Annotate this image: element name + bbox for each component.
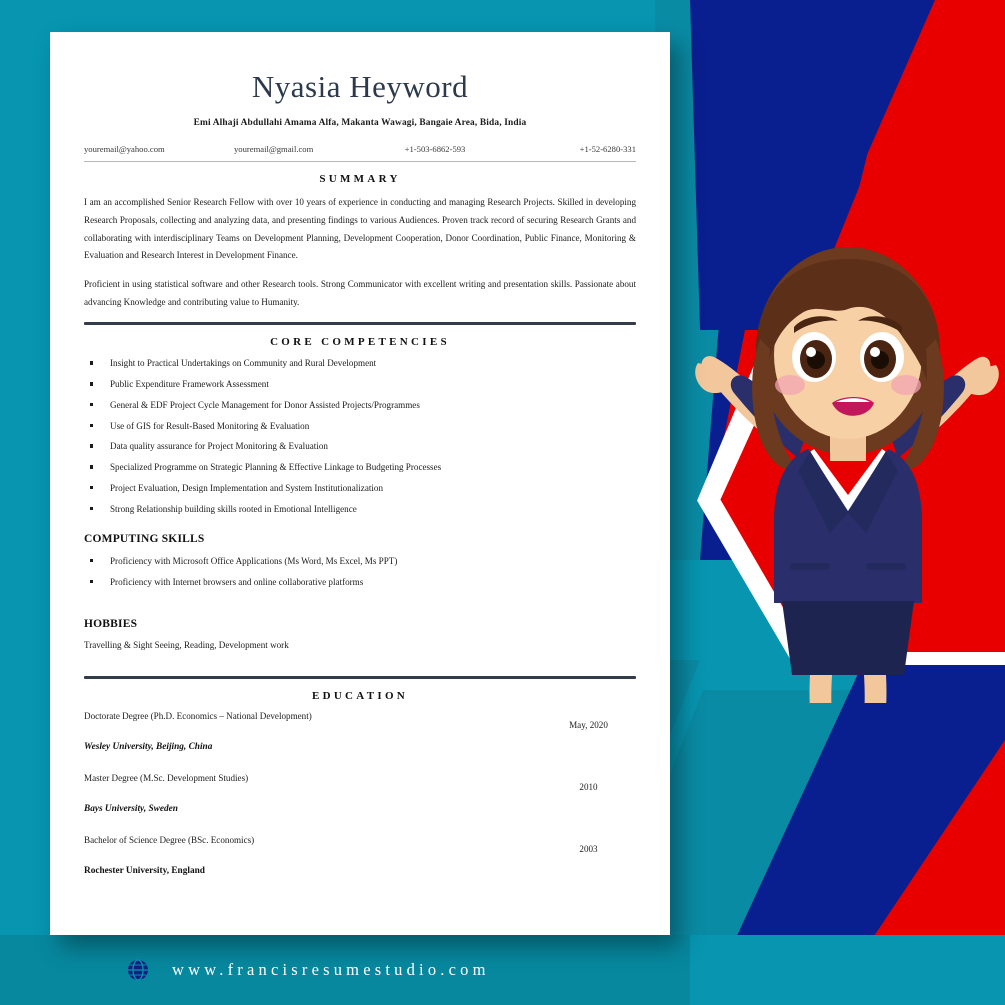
education-school: Rochester University, England [84,865,205,876]
contact-phone-secondary[interactable]: +1-52-6280-331 [579,144,636,155]
character-pocket-right [866,563,906,570]
list-item: Project Evaluation, Design Implementation and System Institutionalization [84,482,636,494]
list-item: Strong Relationship building skills rooted in Emotional Intelligence [84,503,636,515]
candidate-name: Nyasia Heyword [251,69,469,104]
list-item: Public Expenditure Framework Assessment [84,378,636,390]
character-eye-highlight-right [870,347,880,357]
contact-email-gmail[interactable]: youremail@gmail.com [234,144,314,155]
list-item: Use of GIS for Result-Based Monitoring & Evaluation [84,420,636,432]
summary-paragraph-1: I am an accomplished Senior Research Fellow with over 10 years of experience in conducting and managing Research Projects. Skilled in developing Research Proposals, collecting and analyzing data, and presenting findings to various Audiences. Proven track record of securing Research Grants and collaborating with interdisciplinary Teams on Development Planning, Development Cooperation, Donor Coordination, Public Finance, Monitoring & Evaluation and Research Interest in Development Finance. [84,197,636,261]
education-date: May, 2020 [569,719,608,730]
character-cheek-right [891,375,921,395]
education-date: 2010 [579,781,598,792]
list-item: General & EDF Project Cycle Management for Donor Assisted Projects/Programmes [84,399,636,411]
education-entry [84,835,636,876]
education-school: Bays University, Sweden [84,803,178,814]
businesswoman-character [690,243,1005,703]
divider-above-education [84,676,636,679]
education-degree: Bachelor of Science Degree (BSc. Economics) [84,834,255,845]
list-item: Insight to Practical Undertakings on Community and Rural Development [84,357,636,369]
education-date: 2003 [579,843,598,854]
character-leg-right [854,675,886,703]
education-entry [84,773,636,814]
footer-bar [0,935,1005,1005]
computing-skills-list [84,555,636,588]
character-eye-highlight-left [806,347,816,357]
section-heading-education: EDUCATION [311,689,409,702]
contact-phone-primary[interactable]: +1-503-6862-593 [404,144,466,155]
education-school: Wesley University, Beijing, China [84,741,213,752]
globe-icon [126,958,150,982]
list-item: Proficiency with Internet browsers and online collaborative platforms [84,576,636,588]
section-heading-computing-skills: COMPUTING SKILLS [84,533,205,546]
list-item: Data quality assurance for Project Monitoring & Evaluation [84,440,636,452]
section-heading-core-competencies: CORE COMPETENCIES [270,336,450,349]
list-item: Specialized Programme on Strategic Planning & Effective Linkage to Budgeting Processes [84,461,636,473]
website-url[interactable]: www.francisresumestudio.com [172,960,490,979]
education-entry [84,711,636,752]
candidate-address: Emi Alhaji Abdullahi Amama Alfa, Makanta Wawagi, Bangaie Area, Bida, India [193,118,527,129]
core-competencies-list [84,357,636,515]
character-leg-left [810,675,842,703]
character-cheek-left [775,375,805,395]
resume-page [50,32,670,935]
contact-row [84,144,636,162]
summary-paragraph-2: Proficient in using statistical software and other Research tools. Strong Communicator with excellent writing and presentation skills. Passionate about advancing Knowledge and contributing value to Humanity. [84,278,636,307]
hobbies-text: Travelling & Sight Seeing, Reading, Development work [84,640,289,651]
character-jacket [774,449,922,603]
education-degree: Doctorate Degree (Ph.D. Economics – National Development) [84,710,312,721]
character-skirt [782,601,914,675]
list-item: Proficiency with Microsoft Office Applications (Ms Word, Ms Excel, Ms PPT) [84,555,636,567]
section-heading-summary: SUMMARY [319,173,401,186]
character-pocket-left [790,563,830,570]
section-heading-hobbies: HOBBIES [84,618,138,631]
divider-above-core-competencies [84,322,636,325]
contact-email-yahoo[interactable]: youremail@yahoo.com [84,144,165,155]
education-degree: Master Degree (M.Sc. Development Studies) [84,772,249,783]
